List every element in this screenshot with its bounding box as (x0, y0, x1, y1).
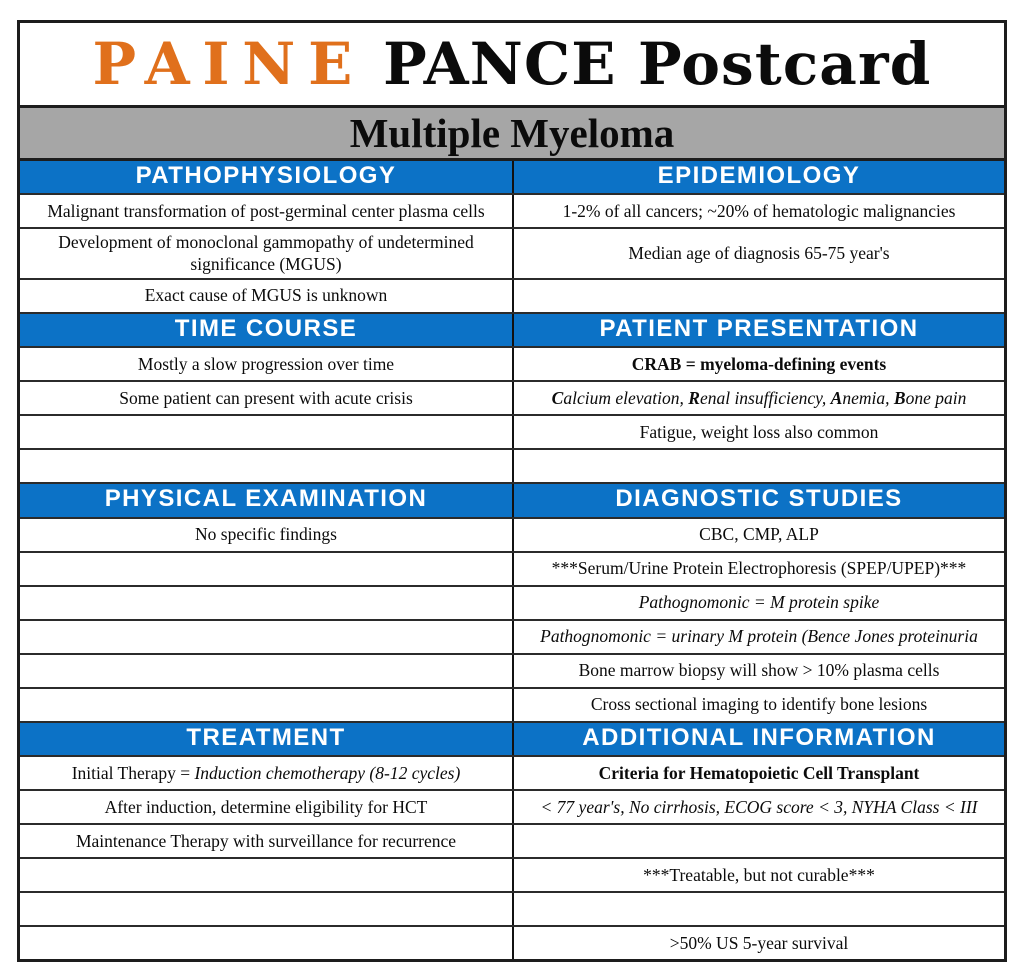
table-cell (20, 655, 512, 687)
table-cell: Mostly a slow progression over time (137, 353, 395, 374)
section-header-diagnostic-studies: DIAGNOSTIC STUDIES (512, 484, 1004, 516)
table-cell: No specific findings (195, 524, 337, 545)
table-cell: After induction, determine eligibility for HCT (104, 796, 428, 817)
table-cell: Pathognomonic = urinary M protein (Bence Jones proteinuria (512, 621, 1004, 653)
section-header-additional-information: ADDITIONAL INFORMATION (512, 723, 1004, 755)
pance-postcard (17, 20, 1007, 962)
table-cell (20, 893, 512, 925)
title-band (20, 23, 1004, 108)
table-cell (20, 927, 512, 959)
table-row (20, 925, 1004, 959)
table-row (20, 193, 1004, 227)
section-header-treatment: TREATMENT (20, 723, 512, 755)
table-cell: Pathognomonic = M protein spike (512, 587, 1004, 619)
table-cell (512, 893, 1004, 925)
table-cell (20, 416, 512, 448)
table-cell: CBC, CMP, ALP (512, 519, 1004, 551)
table-row (20, 448, 1004, 482)
table-cell (20, 621, 512, 653)
section-header-row (20, 161, 1004, 193)
table-row (20, 823, 1004, 857)
table-row (20, 619, 1004, 653)
table-row (20, 346, 1004, 380)
table-cell (512, 280, 1004, 312)
table-cell (20, 553, 512, 585)
table-cell: Exact cause of MGUS is unknown (144, 285, 388, 306)
table-row (20, 789, 1004, 823)
table-cell (512, 450, 1004, 482)
table-row (20, 380, 1004, 414)
table-row (20, 891, 1004, 925)
table-row (20, 585, 1004, 619)
section-header-pathophysiology: PATHOPHYSIOLOGY (20, 161, 512, 193)
table-cell (20, 859, 512, 891)
table-cell: Criteria for Hematopoietic Cell Transplant (512, 757, 1004, 789)
table-row (20, 653, 1004, 687)
brand-wordmark: PAINE (92, 30, 366, 98)
table-cell: CRAB = myeloma-defining events (512, 348, 1004, 380)
card-sections (20, 161, 1004, 959)
table-cell: Development of monoclonal gammopathy of undetermined significance (MGUS) (58, 232, 474, 274)
table-cell: Initial Therapy = Induction chemotherapy (8-12 cycles) (71, 762, 461, 783)
table-cell: ***Treatable, but not curable*** (512, 859, 1004, 891)
table-cell: Calcium elevation, Renal insufficiency, Anemia, Bone pain (512, 382, 1004, 414)
table-row (20, 755, 1004, 789)
table-cell: >50% US 5-year survival (512, 927, 1004, 959)
table-cell (20, 450, 512, 482)
table-cell: Bone marrow biopsy will show > 10% plasma cells (512, 655, 1004, 687)
table-row (20, 551, 1004, 585)
section-header-time-course: TIME COURSE (20, 314, 512, 346)
table-cell: 1-2% of all cancers; ~20% of hematologic malignancies (512, 195, 1004, 227)
table-row (20, 687, 1004, 721)
table-cell: Fatigue, weight loss also common (512, 416, 1004, 448)
table-cell: Maintenance Therapy with surveillance for recurrence (75, 830, 457, 851)
table-row (20, 517, 1004, 551)
page-title: PANCE Postcard (383, 30, 932, 98)
table-cell: Malignant transformation of post-germinal center plasma cells (47, 200, 485, 221)
section-header-row (20, 312, 1004, 346)
table-cell (512, 825, 1004, 857)
table-row (20, 278, 1004, 312)
section-header-physical-examination: PHYSICAL EXAMINATION (20, 484, 512, 516)
section-header-row (20, 721, 1004, 755)
section-header-row (20, 482, 1004, 516)
table-cell (20, 689, 512, 721)
table-row (20, 414, 1004, 448)
table-cell: Median age of diagnosis 65-75 year's (512, 229, 1004, 278)
table-cell: ***Serum/Urine Protein Electrophoresis (SPEP/UPEP)*** (512, 553, 1004, 585)
table-cell: Cross sectional imaging to identify bone lesions (512, 689, 1004, 721)
table-row (20, 227, 1004, 278)
table-row (20, 857, 1004, 891)
subject-title: Multiple Myeloma (349, 109, 675, 156)
section-header-epidemiology: EPIDEMIOLOGY (512, 161, 1004, 193)
table-cell: < 77 year's, No cirrhosis, ECOG score < 3, NYHA Class < III (512, 791, 1004, 823)
subject-banner (20, 108, 1004, 161)
section-header-patient-presentation: PATIENT PRESENTATION (512, 314, 1004, 346)
table-cell (20, 587, 512, 619)
table-cell: Some patient can present with acute crisis (119, 387, 413, 408)
